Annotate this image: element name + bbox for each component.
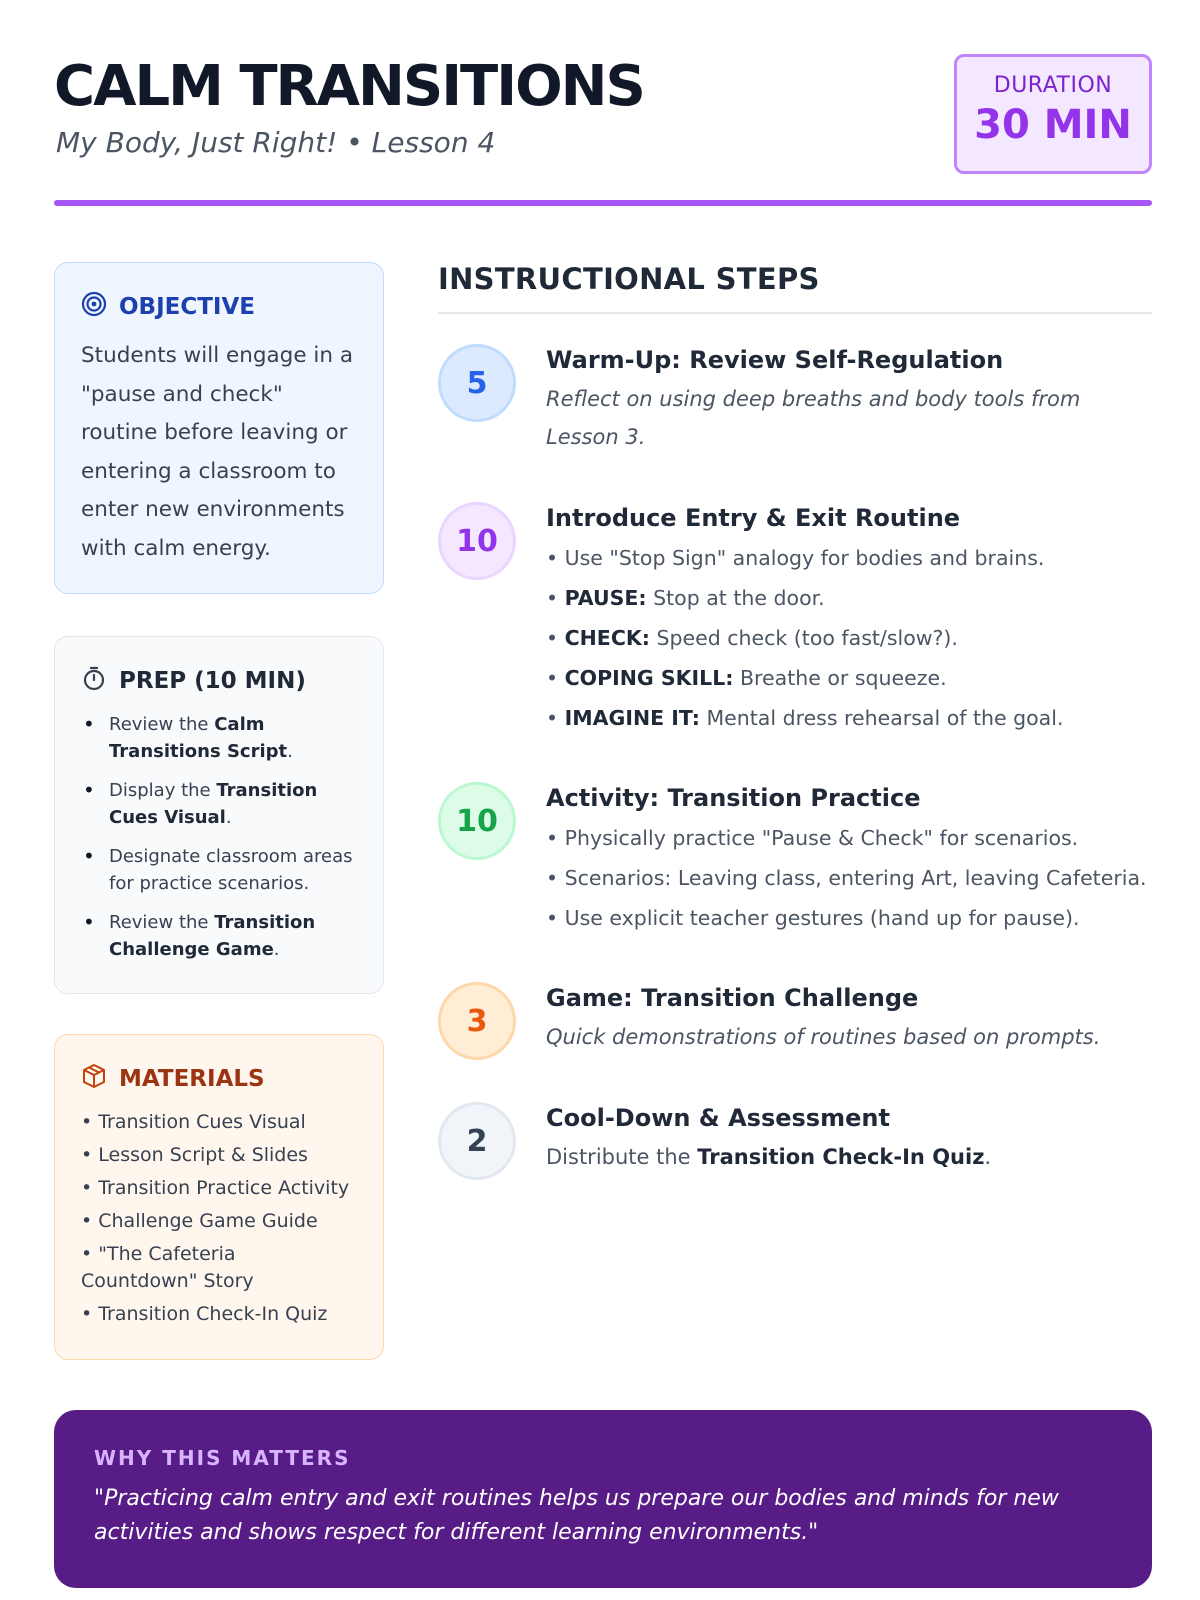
- why-label: WHY THIS MATTERS: [94, 1446, 351, 1470]
- materials-card: [54, 1034, 384, 1360]
- prep-item: • Display the Transition Cues Visual.: [81, 777, 357, 831]
- step-minutes-badge: 3: [438, 982, 516, 1060]
- prep-list: [81, 711, 357, 963]
- instructional-steps: [438, 262, 1152, 1169]
- box-icon: [81, 1063, 107, 1095]
- prep-heading: PREP (10 MIN): [119, 668, 306, 694]
- step-bullet: • CHECK: Speed check (too fast/slow?).: [546, 626, 958, 650]
- duration-value: 30 MIN: [974, 102, 1132, 148]
- step-minutes-badge: 10: [438, 782, 516, 860]
- objective-text: Students will engage in a "pause and check" routine before leaving or entering a classroom to enter new environments with calm energy.: [81, 343, 354, 561]
- prep-card: [54, 636, 384, 994]
- header-divider: [54, 200, 1152, 206]
- step-title: Cool-Down & Assessment: [546, 1104, 890, 1132]
- objective-heading: OBJECTIVE: [119, 294, 255, 320]
- material-item: • Lesson Script & Slides: [81, 1144, 308, 1166]
- duration-label: DURATION: [993, 73, 1113, 98]
- materials-heading: MATERIALS: [119, 1066, 265, 1092]
- step-minutes-badge: 10: [438, 502, 516, 580]
- prep-item: • Designate classroom areas for practice scenarios.: [81, 843, 357, 897]
- lesson-header: [54, 52, 1152, 212]
- page-title: CALM TRANSITIONS: [54, 54, 644, 119]
- step-minutes-badge: 5: [438, 344, 516, 422]
- material-item: • Challenge Game Guide: [81, 1210, 318, 1232]
- stopwatch-icon: [81, 665, 107, 697]
- why-quote: "Practicing calm entry and exit routines helps us prepare our bodies and minds for new activities and shows respect for different learning environments.": [94, 1486, 1059, 1545]
- step-bullet: • Physically practice "Pause & Check" for scenarios.: [546, 826, 1079, 850]
- why-this-matters-banner: [54, 1410, 1152, 1588]
- step-description: Reflect on using deep breaths and body tools from Lesson 3.: [546, 387, 1081, 449]
- step-minutes-badge: 2: [438, 1102, 516, 1180]
- material-item: • "The Cafeteria Countdown" Story: [81, 1243, 254, 1292]
- step-description: Distribute the Transition Check-In Quiz.: [546, 1145, 992, 1169]
- step-title: Introduce Entry & Exit Routine: [546, 504, 961, 532]
- material-item: • Transition Practice Activity: [81, 1177, 350, 1199]
- target-icon: [81, 291, 107, 323]
- step-bullet: • IMAGINE IT: Mental dress rehearsal of the goal.: [546, 706, 1064, 730]
- step-title: Warm-Up: Review Self-Regulation: [546, 346, 1004, 374]
- step-description: Quick demonstrations of routines based on prompts.: [546, 1025, 1101, 1049]
- page-subtitle: My Body, Just Right! • Lesson 4: [56, 126, 496, 159]
- step-bullet: • COPING SKILL: Breathe or squeeze.: [546, 666, 947, 690]
- objective-card: [54, 262, 384, 594]
- material-item: • Transition Check-In Quiz: [81, 1303, 328, 1325]
- step-bullet: • Scenarios: Leaving class, entering Art, leaving Cafeteria.: [546, 866, 1147, 890]
- prep-item: • Review the Transition Challenge Game.: [81, 909, 357, 963]
- material-item: • Transition Cues Visual: [81, 1111, 306, 1133]
- duration-badge: [954, 54, 1152, 174]
- step-title: Activity: Transition Practice: [546, 784, 921, 812]
- prep-item: • Review the Calm Transitions Script.: [81, 711, 357, 765]
- step-title: Game: Transition Challenge: [546, 984, 919, 1012]
- step-bullet: • Use explicit teacher gestures (hand up for pause).: [546, 906, 1080, 930]
- step-bullet: • Use "Stop Sign" analogy for bodies and brains.: [546, 546, 1045, 570]
- steps-heading: INSTRUCTIONAL STEPS: [438, 262, 1152, 314]
- step-bullet: • PAUSE: Stop at the door.: [546, 586, 825, 610]
